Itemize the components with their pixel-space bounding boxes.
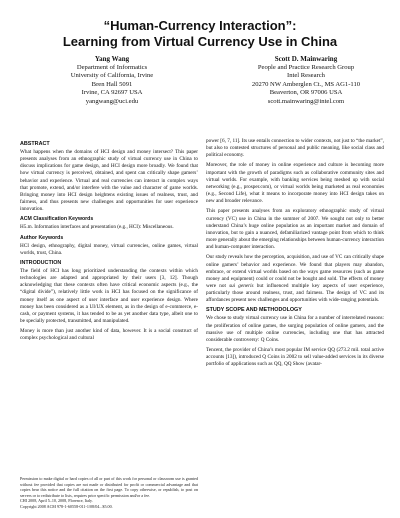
body-paragraph: power [6, 7, 11]. Its use entails connection to wider contexts, not just to “the market”, but also to contested structures of personal and public meaning, like social class and political economy.	[206, 138, 384, 159]
author-email: yangwang@uci.edu	[85, 97, 139, 105]
body-paragraph	[206, 254, 384, 304]
body-paragraph: Moreover, the role of money in online experience and culture is becoming more important with the growth of paradigms such as collaborative community sites and virtual worlds. For example, with banking services being meshed up with social networking (e.g., prosper.com), or virtual worlds being marketed as real economies (e.g., Second Life), what it means to incorporate money into HCI design takes on new and broader relevance.	[206, 162, 384, 205]
author-affiliation: University of California, Irvine	[70, 72, 154, 80]
intro-paragraph: The field of HCI has long prioritized understanding the contexts within which technologies are adapted and appropriated by their users [3, 12]. Though acknowledging that these contexts often have critical economic aspects (e.g., the “digital divide”), relatively little work in HCI has focused on the significance of money itself as one aspect of user interface and user experience design. Where money has been considered as a UI/UX element, as in the design of e-commerce, e-cash, or payment systems, it has tended to be as yet another data type, albeit one to be specially protected, transmitted, and manipulated.	[20, 267, 198, 324]
acm-text: H5.m. Information interfaces and presentation (e.g., HCI): Miscellaneous.	[20, 224, 174, 231]
permission-notice: Permission to make digital or hard copies of all or part of this work for personal or classroom use is granted without fee provided that copies are not made or distributed for profit or commercial advantage and that copies bear this notice and the full citation on the first page. To copy otherwise, or republish, to post on servers or to redistribute to lists, requires prior specific permission and/or a fee.	[20, 476, 198, 498]
right-column	[206, 138, 384, 372]
author-name: Yang Wang	[94, 55, 130, 63]
author-name: Scott D. Mainwaring	[274, 55, 338, 63]
intro-paragraph: Money is more than just another kind of data, however. It is a social construct of complex psychological and cultural	[20, 328, 198, 342]
author-address: 20270 NW Amberglen Ct., MS AG1-110	[251, 80, 361, 88]
title-line-2: Learning from Virtual Currency Use in China	[62, 34, 338, 49]
body-paragraph: This paper presents analyses from an exploratory ethnographic study of virtual currency (VC) use in China in the summer of 2007. We sought not only to better understand China’s huge online population as an important market and domain of innovation, but to gain a nuanced, defamiliarized vantage point from which to think more generally about the emerging relationships between human-currency interaction and human-computer interaction.	[206, 208, 384, 251]
author-affiliation: Department of Informatics	[76, 63, 148, 71]
venue-line: CHI 2008, April 5–10, 2008, Florence, Italy.	[20, 498, 93, 503]
author-1	[22, 55, 202, 107]
paper-title	[20, 18, 380, 50]
scope-paragraph: We chose to study virtual currency use in China for a number of interrelated reasons: the proliferation of online games, the surging population of online gamers, and the massive use of multiple online currencies, including one that has attracted considerable controversy: Q Coins.	[206, 315, 384, 343]
scope-heading: STUDY SCOPE AND METHODOLOGY	[206, 307, 302, 314]
abstract-heading: ABSTRACT	[20, 141, 50, 147]
author-address: Beaverton, OR 97006 USA	[269, 89, 343, 97]
abstract-text: What happens when the domains of HCI design and money intersect? This paper presents analyses from an ethnographic study of virtual currency use in China to discuss implications for game design, and HCI design more broadly. We found that how virtual currency is perceived, obtained, and spent can critically shape gamers’ behavior and experience. Virtual and real currencies can interact in complex ways that promote, extend, and/or interfere with the value and character of game worlds. Bringing money into HCI design heightens existing issues of realness, trust, and fairness, and thus presents new challenges and opportunities for user experience innovation.	[20, 149, 198, 213]
title-line-1: “Human-Currency Interaction”:	[103, 18, 297, 33]
keywords-text: HCI design, ethnography, digital money, virtual currencies, online games, virtual worlds, trust, China.	[20, 242, 198, 256]
copyright-footnote	[20, 476, 198, 509]
author-block	[10, 55, 390, 127]
author-email: scott.mainwaring@intel.com	[267, 97, 345, 105]
author-affiliation: People and Practice Research Group	[257, 63, 355, 71]
body-text: Our study reveals how the perception, acquisition, and use of VC can critically shape online gamers’ behavior and experience. We found that players may abandon, embrace, or extend virtual worlds based on the ways game resources (such as game money and equipment) could or could not be bought and sold. The effects of money were not	[206, 254, 384, 289]
author-address: Irvine, CA 92697 USA	[81, 89, 143, 97]
body-text: but influenced multiple key aspects of user experience, particularly those around realness, trust, and fairness. The design of VC and its affordances present new challenges and opportunities with wide-ranging potentials.	[206, 282, 384, 304]
intro-heading: INTRODUCTION	[20, 259, 62, 266]
author-2	[216, 55, 396, 107]
scope-paragraph: Tencent, the provider of China’s most popular IM service QQ (273.2 mil. total active accounts [13]), introduced Q Coins in 2002 to sell value-added services in its diverse portfolio of applications such as QQ, QQ Show (avatar-	[206, 347, 384, 368]
author-affiliation: Intel Research	[287, 72, 325, 80]
author-address: Bren Hall 5091	[91, 80, 133, 88]
acm-heading: ACM Classification Keywords	[20, 216, 94, 223]
copyright-line: Copyright 2008 ACM 978-1-60558-011-1/08/04...$5.00.	[20, 503, 113, 509]
left-column	[20, 138, 198, 345]
italic-phrase: sui generis	[229, 282, 254, 289]
keywords-heading: Author Keywords	[20, 234, 64, 241]
